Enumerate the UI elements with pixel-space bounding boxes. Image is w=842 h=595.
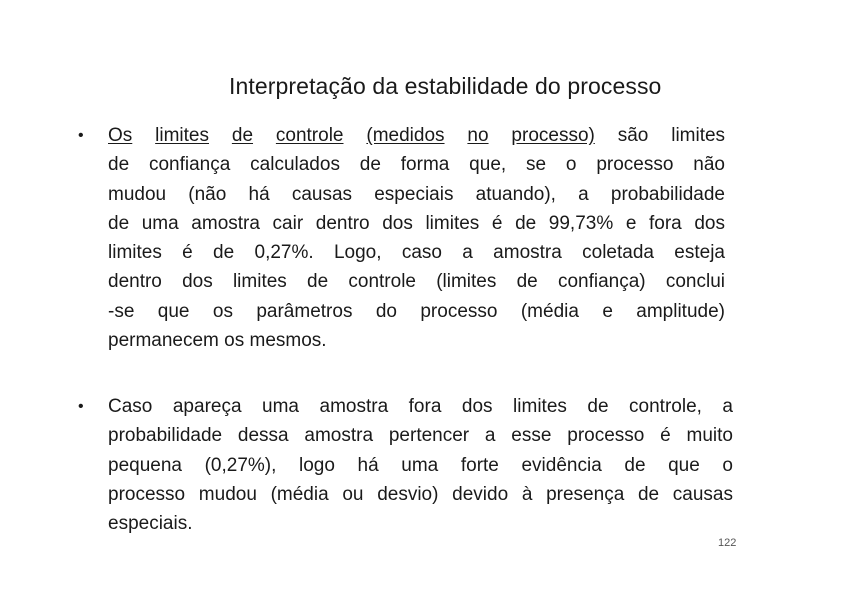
underlined-term: no — [467, 125, 489, 146]
underlined-term: processo) — [511, 125, 595, 146]
bullet1-line-7: -se que os parâmetros do processo (média e amplitude) — [108, 300, 725, 322]
bullet1-line-3: mudou (não há causas especiais atuando), a probabilidade — [108, 183, 725, 205]
bullet-dot-icon: • — [78, 127, 84, 144]
bullet1-line-4: de uma amostra cair dentro dos limites é de 99,73% e fora dos — [108, 212, 725, 234]
bullet2-line-1: Caso apareça uma amostra fora dos limites de controle, a — [108, 396, 733, 417]
bullet1-line-1-rest: são limites — [617, 125, 726, 146]
bullet2-line-5: especiais. — [108, 513, 193, 535]
underlined-term: (medidos — [366, 125, 445, 146]
bullet1-line-5: limites é de 0,27%. Logo, caso a amostra coletada esteja — [108, 242, 725, 264]
bullet2-line-2: probabilidade dessa amostra pertencer a esse processo é muito — [108, 425, 733, 447]
bullet1-line-2: de confiança calculados de forma que, se o processo não — [108, 154, 725, 176]
underlined-term: de — [231, 125, 254, 146]
page-number: 122 — [718, 537, 737, 549]
underlined-term: controle — [275, 125, 344, 146]
bullet-text-2 — [108, 392, 733, 538]
bullet2-line-4: processo mudou (média ou desvio) devido à presença de causas — [108, 483, 733, 505]
bullet-text-1 — [108, 121, 725, 355]
bullet-dot-icon: • — [78, 398, 84, 415]
bullet1-line-6: dentro dos limites de controle (limites de confiança) conclui — [108, 271, 725, 293]
underlined-term: Os — [108, 125, 133, 146]
slide-title: Interpretação da estabilidade do processo — [229, 73, 662, 99]
bullet1-line-1 — [108, 121, 725, 150]
bullet2-line-3: pequena (0,27%), logo há uma forte evidência de que o — [108, 454, 733, 476]
bullet1-line-8: permanecem os mesmos. — [108, 330, 327, 352]
underlined-term: limites — [155, 125, 209, 146]
